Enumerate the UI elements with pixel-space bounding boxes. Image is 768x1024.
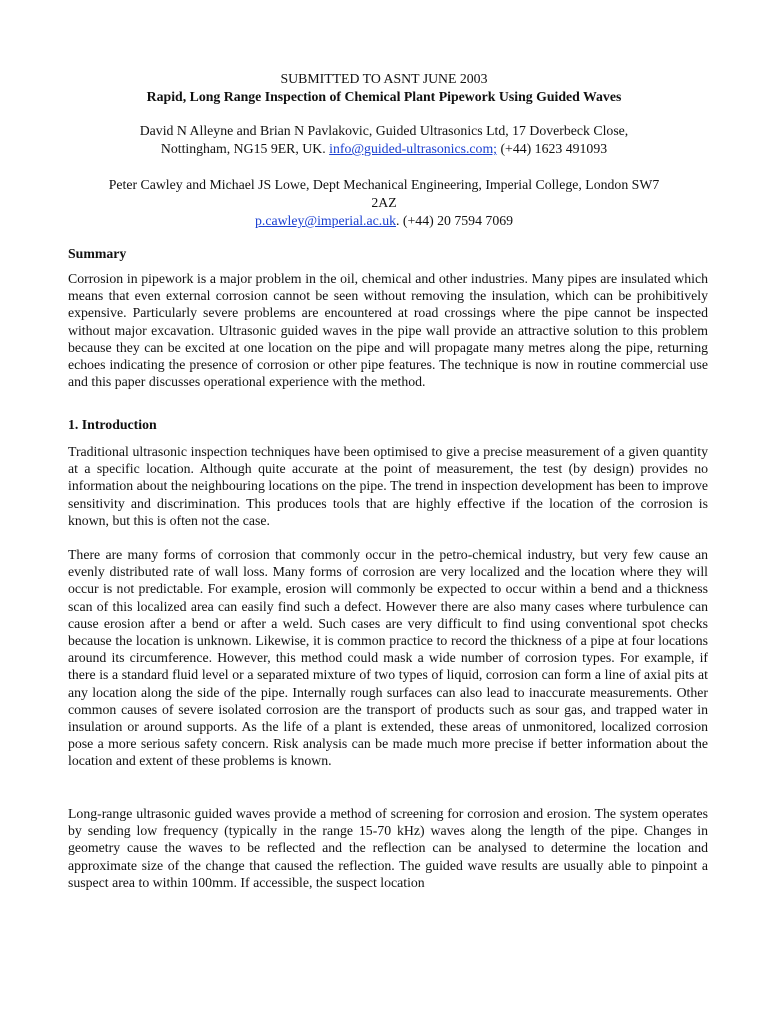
- author-block-2: [40, 176, 728, 230]
- phone-number-2: . (+44) 20 7594 7069: [396, 213, 514, 228]
- intro-paragraph-1: Traditional ultrasonic inspection techniques have been optimised to give a precise measurement of a given quantity at a specific location. Although quite accurate at the point of measurement, the test (by design) provides no information about the neighbouring locations on the pipe. The trend in inspection development has been to improve sensitivity and discrimination. This produces tools that are highly effective if the location of the corrosion is known, but this is often not the case.: [68, 444, 708, 528]
- introduction-heading: 1. Introduction: [68, 417, 157, 432]
- author-block-1: [40, 122, 728, 158]
- submission-note: SUBMITTED TO ASNT JUNE 2003: [280, 71, 488, 86]
- summary-heading: Summary: [68, 246, 127, 261]
- email-link-1[interactable]: info@guided-ultrasonics.com;: [329, 141, 498, 156]
- paper-title: Rapid, Long Range Inspection of Chemical Plant Pipework Using Guided Waves: [146, 89, 622, 104]
- author-line-4: 2AZ: [371, 195, 397, 210]
- intro-paragraph-3: Long-range ultrasonic guided waves provide a method of screening for corrosion and erosion. The system operates by sending low frequency (typically in the range 15-70 kHz) waves along the length of the pipe. Changes in geometry cause the waves to be reflected and the reflection can be analysed to determine the location and approximate size of the change that caused the reflection. The guided wave results are usually able to pinpoint a suspect area to within 100mm. If accessible, the suspect location: [68, 806, 708, 890]
- author-line-2: [40, 140, 728, 158]
- author-line-5: [40, 212, 728, 230]
- intro-paragraph-2: There are many forms of corrosion that commonly occur in the petro-chemical industry, but very few cause an evenly distributed rate of wall loss. Many forms of corrosion are very localized and the location where they will occur is not predictable. For example, erosion will commonly be expected to occur within a bend and a thickness scan of this localized area can easily find such a defect. However there are also many cases where turbulence can cause erosion after a bend or after a weld. Such cases are very difficult to find using conventional spot checks because the location is unknown. Likewise, it is common practice to record the thickness of a pipe at four locations around its circumference. However, this method could mask a wide number of corrosion types. For example, if there is a standard fluid level or a separated mixture of two types of liquid, corrosion can form a line of axial pits at any location along the side of the pipe. Internally rough surfaces can also lead to inaccurate measurements. Other common causes of severe isolated corrosion are the transport of products such as sour gas, and trapped water in insulation or around supports. As the life of a plant is extended, these areas of unmonitored, localized corrosion pose a more serious safety concern. Risk analysis can be made much more precise if better information about the location and extent of these problems is known.: [68, 547, 708, 769]
- author-address: Nottingham, NG15 9ER, UK.: [160, 141, 330, 156]
- author-line-3: Peter Cawley and Michael JS Lowe, Dept Mechanical Engineering, Imperial College, London SW7: [108, 177, 660, 192]
- email-link-2[interactable]: p.cawley@imperial.ac.uk: [254, 213, 397, 228]
- phone-number-1: (+44) 1623 491093: [497, 141, 608, 156]
- summary-paragraph: Corrosion in pipework is a major problem in the oil, chemical and other industries. Many pipes are insulated which means that even external corrosion cannot be seen without removing the insulation, which can be prohibitively expensive. Particularly severe problems are encountered at road crossings where the pipe cannot be inspected without major excavation. Ultrasonic guided waves in the pipe wall provide an attractive solution to this problem because they can be excited at one location on the pipe and will propagate many metres along the pipe, returning echoes indicating the presence of corrosion or other pipe features. The technique is now in routine commercial use and this paper discusses operational experience with the method.: [68, 271, 708, 390]
- author-line-1: David N Alleyne and Brian N Pavlakovic, Guided Ultrasonics Ltd, 17 Doverbeck Close,: [139, 123, 629, 138]
